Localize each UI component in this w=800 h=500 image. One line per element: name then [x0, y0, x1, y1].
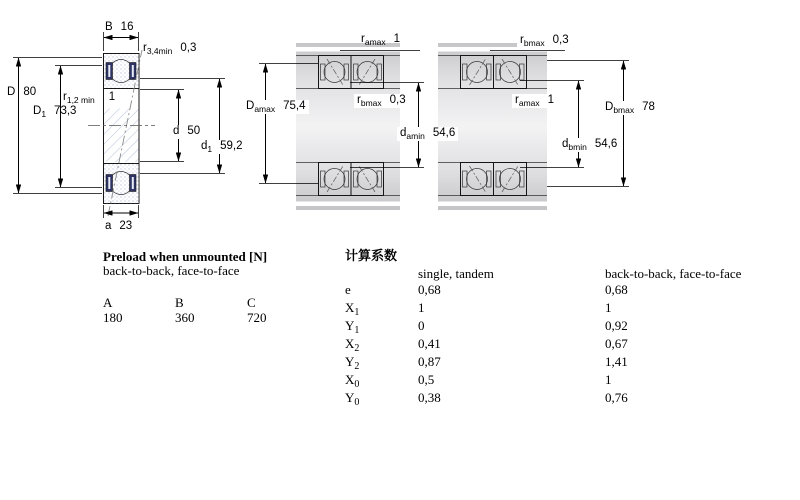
factors-col-header-single: single, tandem [418, 266, 494, 281]
preload-value-c: 720 [247, 310, 267, 325]
preload-subtitle: back-to-back, face-to-face [103, 263, 240, 278]
dim-label-Dbmax: $D_{bmax}$ 78 [602, 101, 658, 115]
dim-label-ramax-right: $r_{amax}$ 1 [512, 94, 557, 108]
calculation-factors-table [345, 248, 741, 408]
dim-label-rbmax-mid: $r_{bmax}$ 0,3 [354, 94, 409, 108]
factor-value-single: 0,68 [418, 282, 441, 297]
face-to-face-arrangement-figure [438, 43, 629, 210]
factor-symbol: $X_1$ [345, 300, 360, 318]
factor-symbol: $Y_1$ [345, 318, 360, 336]
factor-symbol: $X_2$ [345, 336, 360, 354]
dim-label-r34min: $r_{3,4min}$ 0,3 [143, 42, 197, 56]
preload-value-a: 180 [103, 310, 123, 325]
dim-label-D: D 80 [7, 86, 37, 98]
factor-symbol: e [345, 282, 351, 297]
dim-label-B: B 16 [105, 21, 134, 33]
dim-label-d: d 50 [170, 125, 203, 139]
dim-label-a: a 23 [105, 220, 133, 232]
factor-value-paired: 1,41 [605, 354, 628, 369]
factor-value-single: 0,41 [418, 336, 441, 351]
preload-value-b: 360 [175, 310, 195, 325]
factor-value-paired: 1 [605, 372, 612, 387]
preload-title: Preload when unmounted [N] [103, 249, 268, 264]
factor-value-paired: 0,76 [605, 390, 628, 405]
factor-symbol: $Y_0$ [345, 390, 360, 408]
factors-col-header-paired: back-to-back, face-to-face [605, 266, 742, 281]
preload-col-header-a: A [103, 295, 113, 310]
factor-value-single: 0,87 [418, 354, 441, 369]
dim-label-rbmax-right: $r_{bmax}$ 0,3 [517, 34, 572, 48]
dim-label-d1: $d_1$ 59,2 [198, 140, 246, 154]
dim-label-dbmin: $d_{bmin}$ 54,6 [559, 138, 620, 152]
preload-col-header-c: C [247, 295, 256, 310]
factor-value-paired: 0,92 [605, 318, 628, 333]
factor-value-single: 0,5 [418, 372, 435, 387]
dim-label-Damax: $D_{amax}$ 75,4 [243, 100, 309, 114]
dim-label-damin: $d_{amin}$ 54,6 [397, 127, 458, 141]
factor-value-paired: 1 [605, 300, 612, 315]
dim-label-ramax-mid: $r_{amax}$ 1 [361, 33, 401, 47]
factor-value-single: 0 [418, 318, 425, 333]
factor-value-single: 1 [418, 300, 425, 315]
factors-title: 计算系数 [345, 248, 398, 263]
preload-table [103, 249, 319, 325]
dim-label-r12min: $r_{1,2 min}$ 1 [63, 91, 116, 105]
dim-label-D1: $D_1$ 73,3 [33, 105, 77, 119]
factor-symbol: $X_0$ [345, 372, 360, 390]
factor-symbol: $Y_2$ [345, 354, 360, 372]
preload-col-header-b: B [175, 295, 184, 310]
factors-grid [345, 266, 741, 408]
factor-value-single: 0,38 [418, 390, 441, 405]
factor-value-paired: 0,68 [605, 282, 628, 297]
factor-value-paired: 0,67 [605, 336, 628, 351]
preload-grid [103, 295, 319, 325]
